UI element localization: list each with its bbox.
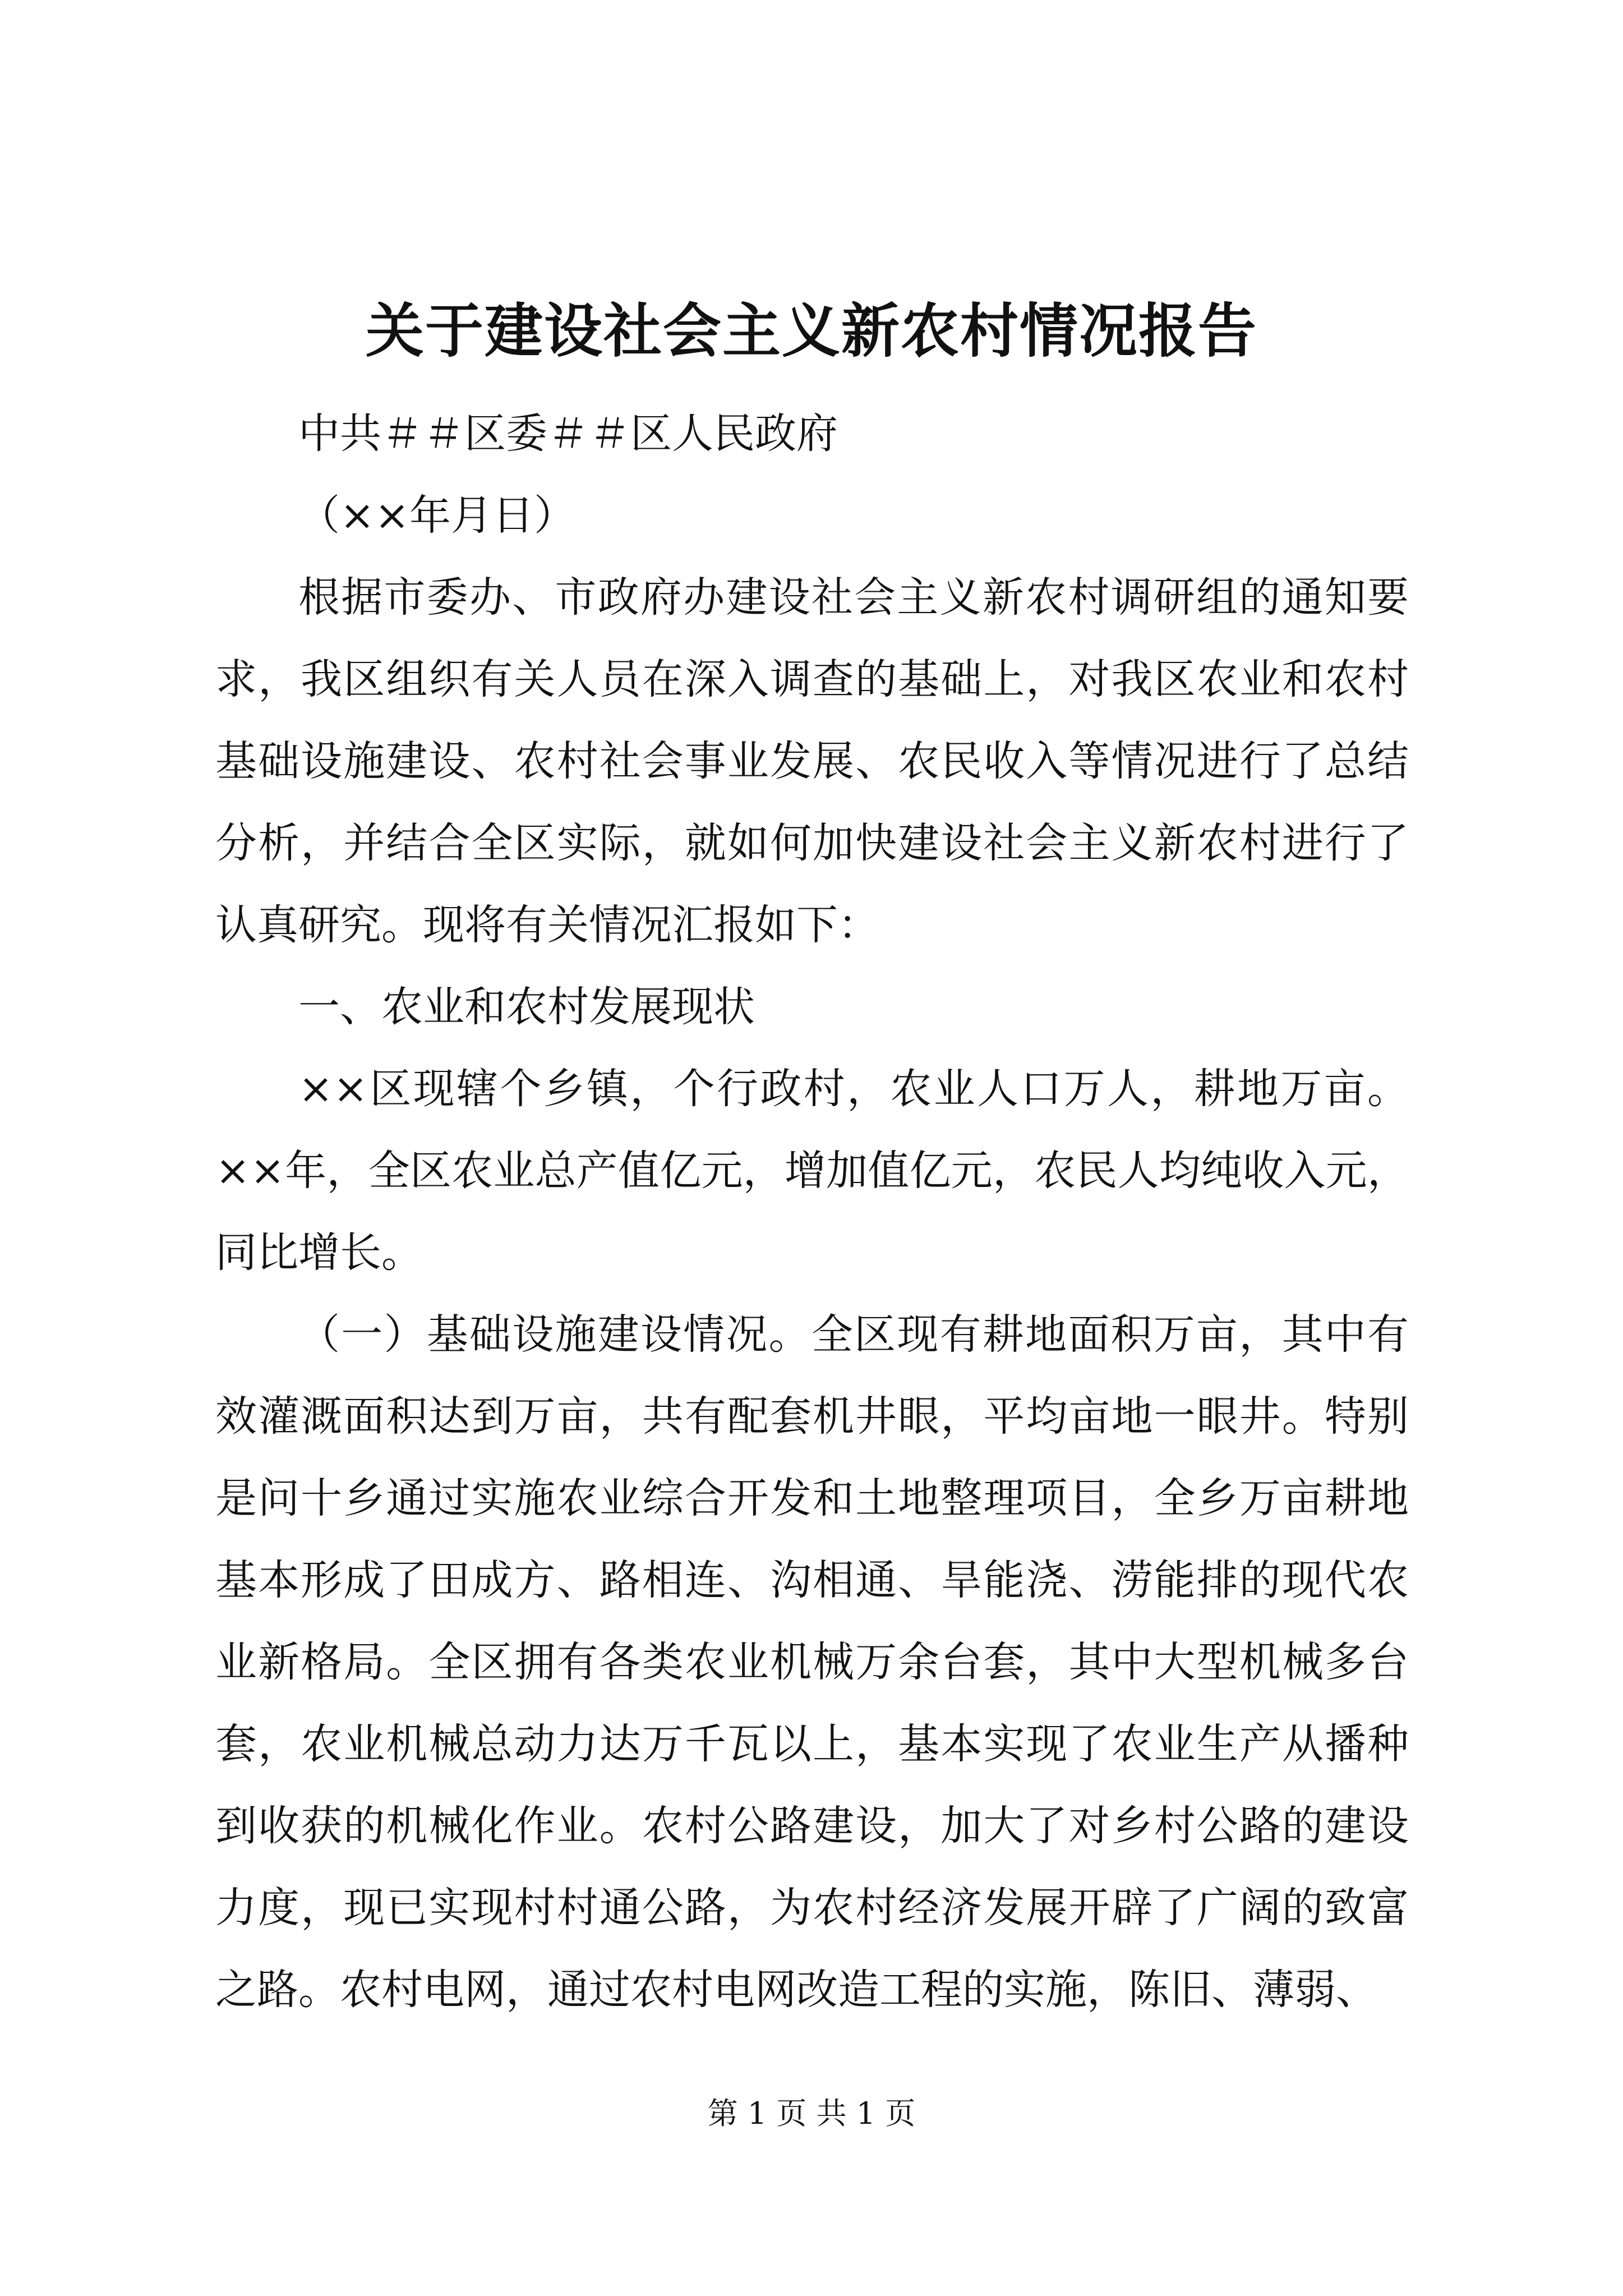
paragraph-overview: ××区现辖个乡镇，个行政村，农业人口万人，耕地万亩。××年，全区农业总产值亿元，增加值亿元，农民人均纯收入元，同比增长。 xyxy=(215,1065,1409,1277)
page-number-footer: 第 1 页 共 1 页 xyxy=(707,2096,916,2131)
document-title: 关于建设社会主义新农村情况报告 xyxy=(365,296,1257,365)
section-heading-1: 一、农业和农村发展现状 xyxy=(298,983,755,1031)
paragraph-infrastructure: （一）基础设施建设情况。全区现有耕地面积万亩，其中有效灌溉面积达到万亩，共有配套机井眼，平均亩地一眼井。特别是问十乡通过实施农业综合开发和土地整理项目，全乡万亩耕地基本形成了田成方、路相连、沟相通、旱能浇、涝能排的现代农业新格局。全区拥有各类农业机械万余台套，其中大型机械多台套，农业机械总动力达万千瓦以上，基本实现了农业生产从播种到收获的机械化作业。农村公路建设，加大了对乡村公路的建设力度，现已实现村村通公路，为农村经济发展开辟了广阔的致富之路。农村电网，通过农村电网改造工程的实施，陈旧、薄弱、 xyxy=(215,1310,1409,2014)
paragraph-intro: 根据市委办、市政府办建设社会主义新农村调研组的通知要求，我区组织有关人员在深入调查的基础上，对我区农业和农村基础设施建设、农村社会事业发展、农民收入等情况进行了总结分析，并结合全区实际，就如何加快建设社会主义新农村进行了认真研究。现将有关情况汇报如下： xyxy=(215,573,1409,949)
date-line: （××年月日） xyxy=(298,491,576,540)
author-line: 中共＃＃区委＃＃区人民政府 xyxy=(298,409,838,458)
document-body xyxy=(215,393,1409,2031)
